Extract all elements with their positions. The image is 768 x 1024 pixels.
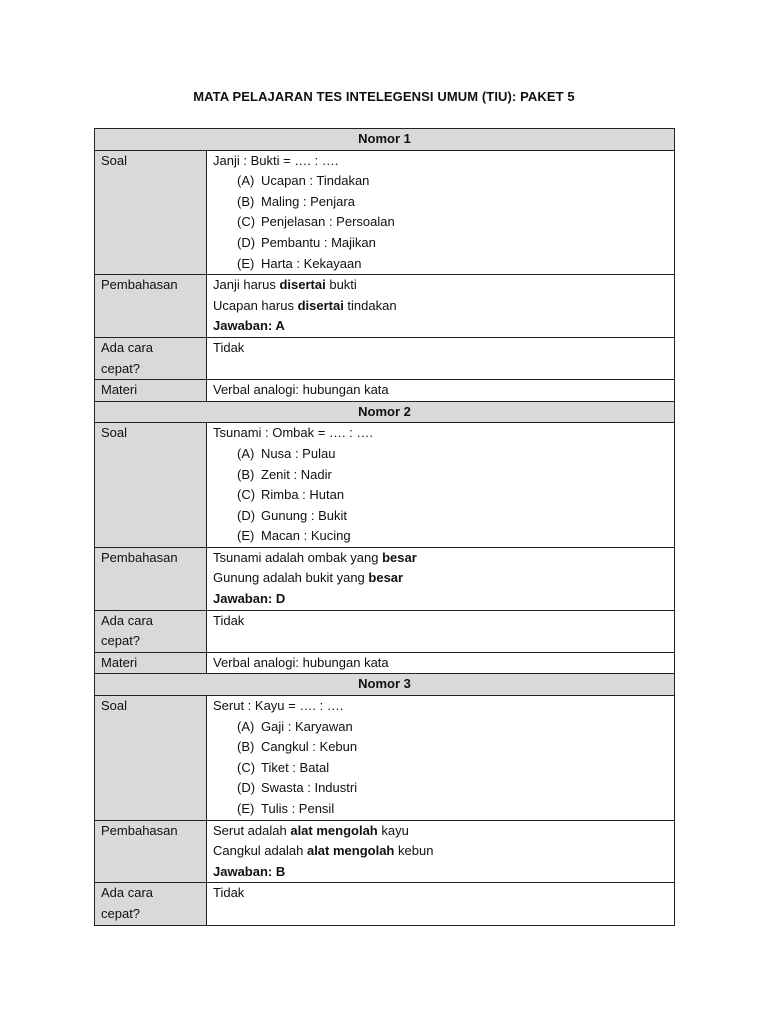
material-value: Verbal analogi: hubungan kata [207, 380, 675, 402]
page-title: MATA PELAJARAN TES INTELEGENSI UMUM (TIU): PAKET 5 [193, 89, 575, 104]
question-table [94, 128, 675, 926]
question-cell [207, 696, 675, 821]
shortcut-label: Ada cara cepat? [95, 883, 207, 925]
option-c: (C) Rimba : Hutan [237, 487, 345, 503]
explanation-line: Cangkul adalah alat mengolah kebun [213, 843, 434, 859]
explanation-line: Gunung adalah bukit yang besar [213, 570, 404, 586]
question-row [95, 696, 675, 821]
shortcut-label: Ada cara cepat? [95, 337, 207, 379]
shortcut-row [95, 883, 675, 925]
soal-label: Soal [95, 696, 207, 821]
materi-label: Materi [95, 380, 207, 402]
shortcut-row [95, 337, 675, 379]
option-d: (D) Swasta : Industri [237, 780, 358, 796]
option-a: (A) Nusa : Pulau [237, 445, 336, 461]
explanation-cell [207, 275, 675, 338]
soal-label: Soal [95, 150, 207, 275]
question-text: Serut : Kayu = …. : …. [213, 698, 344, 714]
answer-text: Jawaban: D [213, 591, 286, 607]
option-d: (D) Gunung : Bukit [237, 507, 347, 523]
question-header-row [95, 674, 675, 696]
question-header-row [95, 129, 675, 151]
explanation-row [95, 547, 675, 610]
question-cell [207, 150, 675, 275]
explanation-line: Serut adalah alat mengolah kayu [213, 822, 409, 838]
shortcut-value: Tidak [207, 883, 675, 925]
soal-label: Soal [95, 423, 207, 548]
question-row [95, 423, 675, 548]
option-e: (E) Macan : Kucing [237, 528, 351, 544]
option-b: (B) Zenit : Nadir [237, 466, 332, 482]
answer-text: Jawaban: A [213, 318, 285, 334]
material-value: Verbal analogi: hubungan kata [207, 652, 675, 674]
material-row [95, 652, 675, 674]
explanation-line: Janji harus disertai bukti [213, 277, 357, 293]
shortcut-value: Tidak [207, 337, 675, 379]
option-e: (E) Harta : Kekayaan [237, 255, 362, 271]
explanation-row [95, 820, 675, 883]
option-a: (A) Ucapan : Tindakan [237, 173, 370, 189]
pembahasan-label: Pembahasan [95, 275, 207, 338]
option-b: (B) Cangkul : Kebun [237, 739, 358, 755]
option-c: (C) Penjelasan : Persoalan [237, 214, 395, 230]
question-number: Nomor 3 [95, 674, 675, 696]
answer-text: Jawaban: B [213, 863, 286, 879]
materi-label: Materi [95, 652, 207, 674]
explanation-cell [207, 820, 675, 883]
question-number: Nomor 1 [95, 129, 675, 151]
question-cell [207, 423, 675, 548]
option-b: (B) Maling : Penjara [237, 193, 355, 209]
explanation-row [95, 275, 675, 338]
shortcut-value: Tidak [207, 610, 675, 652]
question-text: Janji : Bukti = …. : …. [213, 152, 339, 168]
question-header-row [95, 401, 675, 423]
explanation-cell [207, 547, 675, 610]
option-c: (C) Tiket : Batal [237, 759, 330, 775]
explanation-line: Ucapan harus disertai tindakan [213, 297, 397, 313]
pembahasan-label: Pembahasan [95, 547, 207, 610]
question-row [95, 150, 675, 275]
pembahasan-label: Pembahasan [95, 820, 207, 883]
material-row [95, 380, 675, 402]
question-number: Nomor 2 [95, 401, 675, 423]
option-e: (E) Tulis : Pensil [237, 801, 335, 816]
shortcut-label: Ada cara cepat? [95, 610, 207, 652]
explanation-line: Tsunami adalah ombak yang besar [213, 549, 417, 565]
option-d: (D) Pembantu : Majikan [237, 234, 376, 250]
option-a: (A) Gaji : Karyawan [237, 718, 353, 734]
question-text: Tsunami : Ombak = …. : …. [213, 425, 374, 441]
shortcut-row [95, 610, 675, 652]
